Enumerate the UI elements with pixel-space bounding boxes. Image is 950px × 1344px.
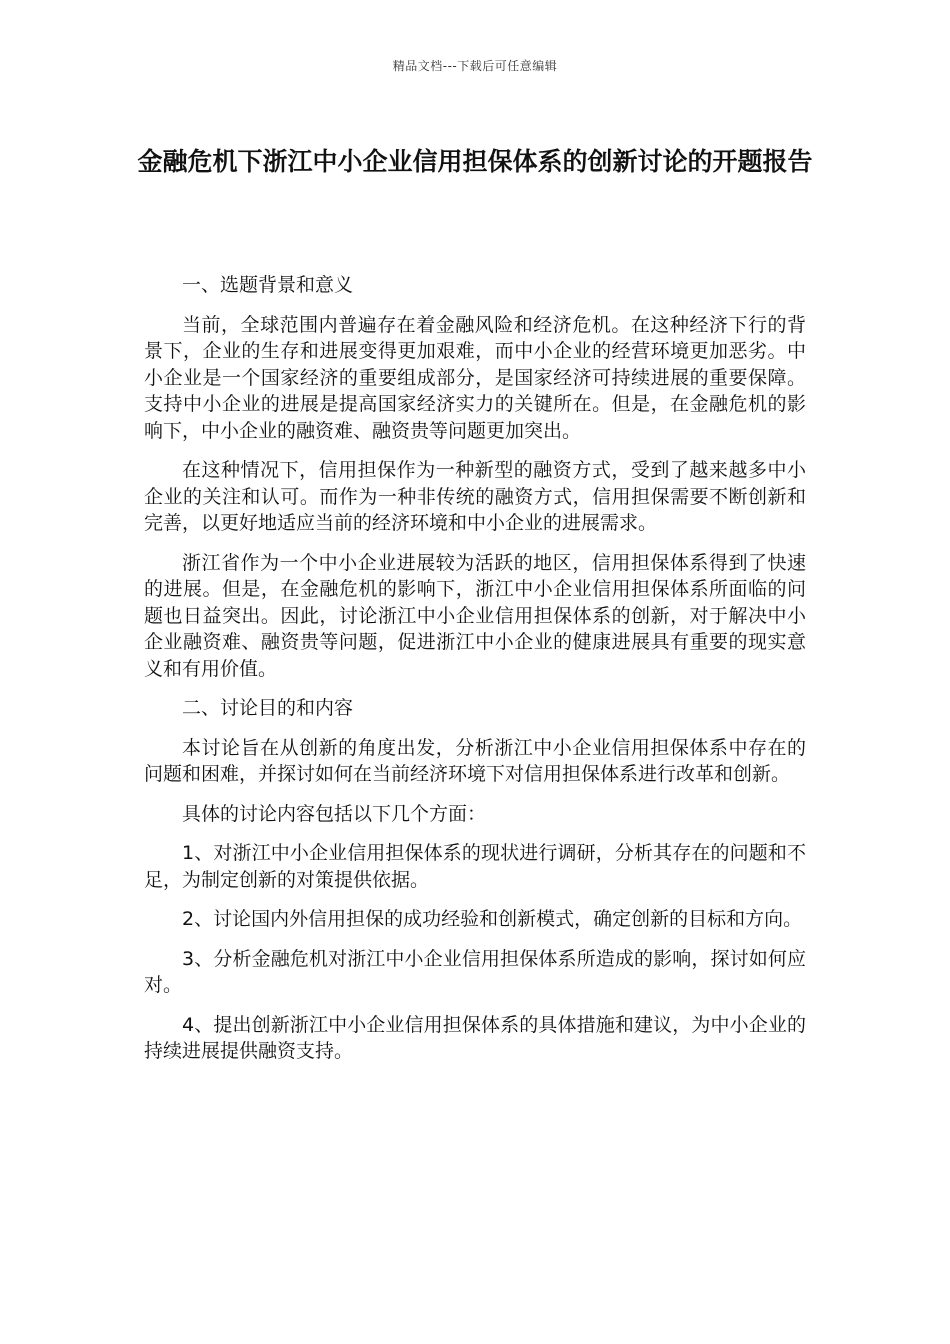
section-heading-background: 一、选题背景和意义 — [182, 274, 354, 296]
paragraph: 具体的讨论内容包括以下几个方面： — [182, 802, 487, 825]
paragraph: 本讨论旨在从创新的角度出发，分析浙江中小企业信用担保体系中存在的问题和困难，并探讨如何在当前经济环境下对信用担保体系进行改革和创新。 — [144, 736, 806, 785]
list-item: 1、对浙江中小企业信用担保体系的现状进行调研，分析其存在的问题和不足，为制定创新的对策提供依据。 — [144, 842, 806, 891]
list-item: 3、分析金融危机对浙江中小企业信用担保体系所造成的影响，探讨如何应对。 — [144, 947, 806, 996]
document-body — [144, 272, 806, 1078]
paragraph: 浙江省作为一个中小企业进展较为活跃的地区，信用担保体系得到了快速的进展。但是，在金融危机的影响下，浙江中小企业信用担保体系所面临的问题也日益突出。因此，讨论浙江中小企业信用担保体系的创新，对于解决中小企业融资难、融资贵等问题，促进浙江中小企业的健康进展具有重要的现实意义和有用价值。 — [144, 551, 806, 680]
paragraph: 在这种情况下，信用担保作为一种新型的融资方式，受到了越来越多中小企业的关注和认可。而作为一种非传统的融资方式，信用担保需要不断创新和完善，以更好地适应当前的经济环境和中小企业的进展需求。 — [144, 459, 806, 534]
section-heading-purpose: 二、讨论目的和内容 — [182, 697, 354, 719]
list-item: 2、讨论国内外信用担保的成功经验和创新模式，确定创新的目标和方向。 — [182, 908, 803, 930]
paragraph: 当前，全球范围内普遍存在着金融风险和经济危机。在这种经济下行的背景下，企业的生存和进展变得更加艰难，而中小企业的经营环境更加恶劣。中小企业是一个国家经济的重要组成部分，是国家经济可持续进展的重要保障。支持中小企业的进展是提高国家经济实力的关键所在。但是，在金融危机的影响下，中小企业的融资难、融资贵等问题更加突出。 — [144, 313, 806, 442]
list-item: 4、提出创新浙江中小企业信用担保体系的具体措施和建议，为中小企业的持续进展提供融资支持。 — [144, 1013, 806, 1062]
page-title: 金融危机下浙江中小企业信用担保体系的创新讨论的开题报告 — [137, 147, 813, 176]
header-note: 精品文档---下载后可任意编辑 — [392, 59, 558, 73]
